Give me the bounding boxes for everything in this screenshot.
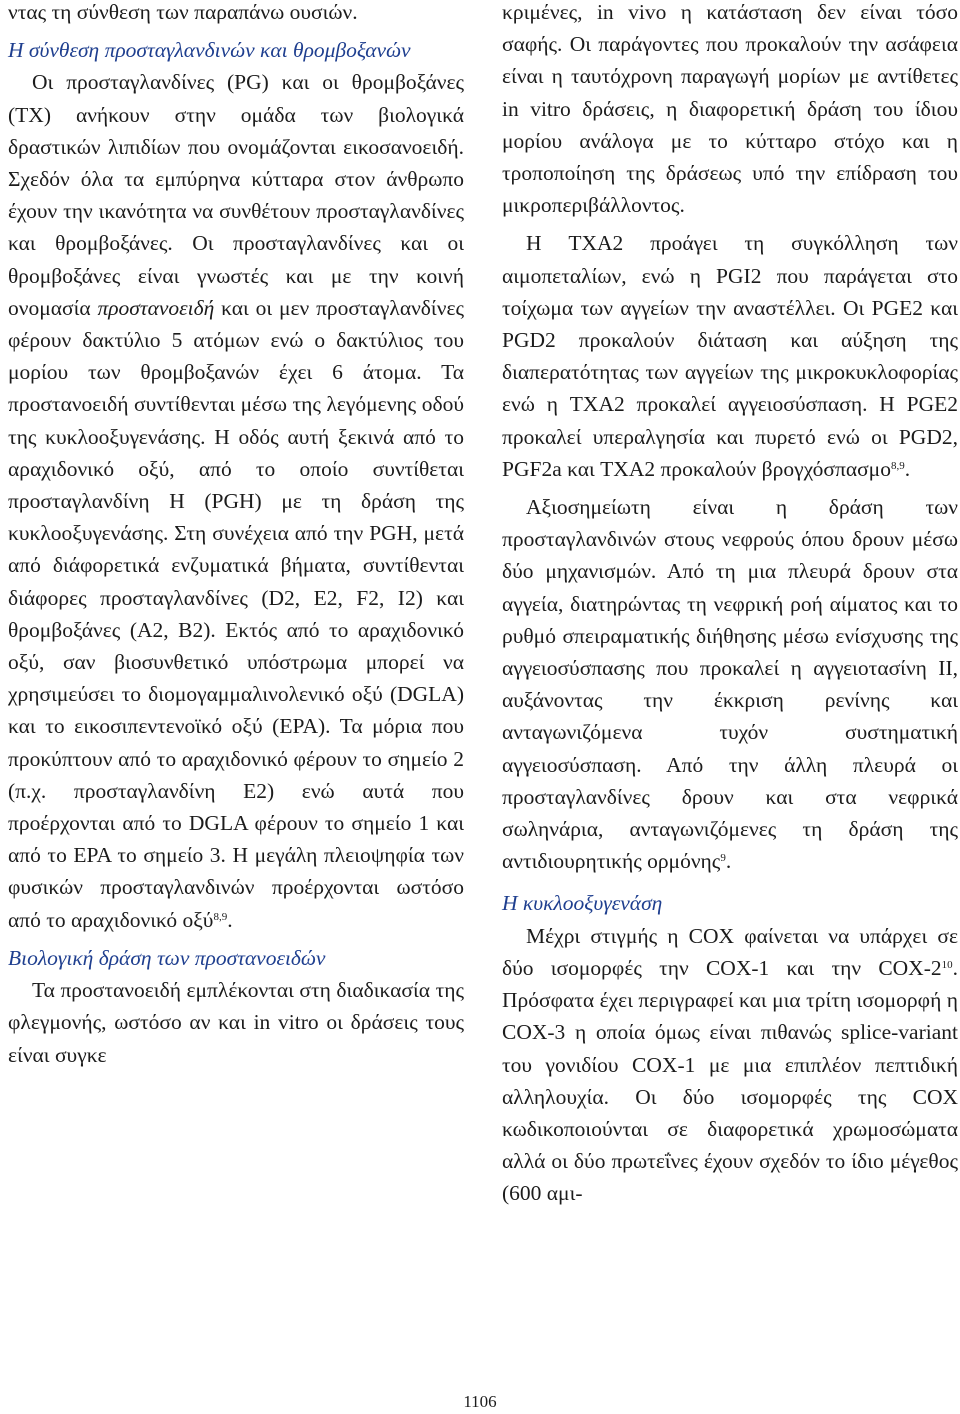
paragraph-synthesis: Οι προσταγλανδίνες (PG) και οι θρομβοξάνες (TX) ανήκουν στην ομάδα των βιολογικά δραστικών λιπιδίων που ονομάζονται εικοσανοειδή. Σχεδόν όλα τα εμπύρηνα κύτταρα στον άνθρωπο έχουν την ικανότητα να συνθέτουν προσταγλανδίνες και θρομβοξάνες. Οι προσταγλανδίνες και οι θρομβοξάνες είναι γνωστές και με την κοινή ονομασία προστανοειδή και οι μεν προσταγλανδίνες φέρουν δακτύλιο 5 ατόμων ενώ ο δακτύλιος του μορίου των θρομβοξανών έχει 6 άτομα. Τα προστανοειδή συντίθενται μέσω της λεγόμενης οδού της κυκλοοξυγενάσης. Η οδός αυτή ξεκινά από το αραχιδονικό οξύ, από το οποίο συντίθεται προσταγλανδίνη H (PGH) με τη δράση της κυκλοοξυγενάσης. Στη συνέχεια από την PGH, μετά από διάφορετικά ενζυματικά βήματα, συντίθενται διάφορες προσταγλανδίνες (D2, E2, F2, I2) και θρομβοξάνες (Α2, Β2). Εκτός από το αραχιδονικό οξύ, σαν βιοσυνθετικό υπόστρωμα μπορεί να χρησιμεύσει το διομογαμμαλινολενικό οξύ (DGLA) και το εικοσιπεντενοϊκό οξύ (EPA). Τα μόρια που προκύπτουν από το αραχιδονικό φέρουν το σημείο 2 (π.χ. προσταγλανδίνη E2) ενώ αυτά που προέρχονται από το DGLA φέρουν το σημείο 1 και από το EPA το σημείο 3. Η μεγάλη πλειοψηφία των φυσικών προσταγλανδινών προέρχονται ωστόσο από το αραχιδονικό οξύ$^{8,9}$. bbox=[8, 70, 464, 932]
citation-ref: 8,9 bbox=[890, 459, 905, 472]
left-column bbox=[8, 0, 464, 1071]
page-number: 1106 bbox=[463, 1392, 497, 1411]
paragraph-in-vivo: κριμένες, in vivo η κατάσταση δεν είναι τόσο σαφής. Οι παράγοντες που προκαλούν την ασάφεια είναι η ταυτόχρονη παραγωγή μορίων με αντίθετες in vitro δράσεις, η διαφορετική δράση του ίδιου μορίου ανάλογα με το κύτταρο στόχο και η τροποποίηση της δράσεως υπό την επίδραση του μικροπεριβάλλοντος. bbox=[502, 0, 958, 218]
paragraph-txa2: Η TXA2 προάγει τη συγκόλληση των αιμοπεταλίων, ενώ η PGI2 που παράγεται στο τοίχωμα των αγγείων την αναστέλλει. Οι PGE2 και PGD2 προκαλούν διάταση και αύξηση της διαπερατότητας των αγγείων της μικροκυκλοφορίας ενώ η TXA2 προκαλεί αγγειοσύσπαση. Η PGE2 προκαλεί υπεραλγησία και πυρετό ενώ οι PGD2, PGF2a και TXA2 προκαλούν βρογχόσπασμο$^{8,9}$. bbox=[502, 231, 958, 481]
section-heading-synthesis: Η σύνθεση προσταγλανδινών και θρομβοξανών bbox=[8, 38, 411, 63]
paragraph-cox: Μέχρι στιγμής η COX φαίνεται να υπάρχει σε δύο ισομορφές την COX-1 και την COX-$2^{10}$. Πρόσφατα έχει περιγραφεί και μια τρίτη ισομορφή η COX-3 η οποία όμως είναι πιθανώς splice-variant του γονιδίου COX-1 με μια επιπλέον πεπτιδική αλληλουχία. Οι δύο ισομορφές της COX κωδικοποιούνται σε διαφορετικά χρωμοσώματα αλλά οι δύο πρωτεΐνες έχουν σχεδόν το ίδιο μέγεθος (600 αμι- bbox=[502, 923, 958, 1206]
citation-ref: 10 bbox=[941, 958, 953, 971]
paragraph-continuation: ντας τη σύνθεση των παραπάνω ουσιών. bbox=[8, 0, 358, 24]
citation-ref: 9 bbox=[720, 852, 726, 865]
emphasized-term: προστανοειδή bbox=[97, 295, 215, 320]
paragraph-biological-action: Τα προστανοειδή εμπλέκονται στη διαδικασία της φλεγμονής, ωστόσο αν και in vitro οι δράσεις τους είναι συγκε bbox=[8, 978, 464, 1067]
paragraph-kidneys: Αξιοσημείωτη είναι η δράση των προσταγλανδινών στους νεφρούς όπου δρουν μέσω δύο μηχανισμών. Από τη μια πλευρά δρουν στα αγγεία, διατηρώντας τη νεφρική ροή αίματος και το ρυθμό σπειραματικής διήθησης μέσω ενίσχυσης της αγγειοσύσπασης που προκαλεί η αγγειοτασίνη II, αυξάνοντας την έκκριση ρενίνης και ανταγωνιζόμενα τυχόν συστηματική αγγειοσύσπαση. Από την άλλη πλευρά οι προσταγλανδίνες δρουν και στα νεφρικά σωληνάρια, ανταγωνιζόμενες τη δράση της αντιδιουρητικής ορμόνης$^9$. bbox=[502, 495, 958, 874]
right-column bbox=[502, 0, 958, 1210]
citation-ref: 8,9 bbox=[213, 910, 228, 923]
section-heading-cyclooxygenase: Η κυκλοοξυγενάση bbox=[502, 891, 663, 916]
section-heading-biological-action: Βιολογική δράση των προστανοειδών bbox=[8, 945, 326, 970]
